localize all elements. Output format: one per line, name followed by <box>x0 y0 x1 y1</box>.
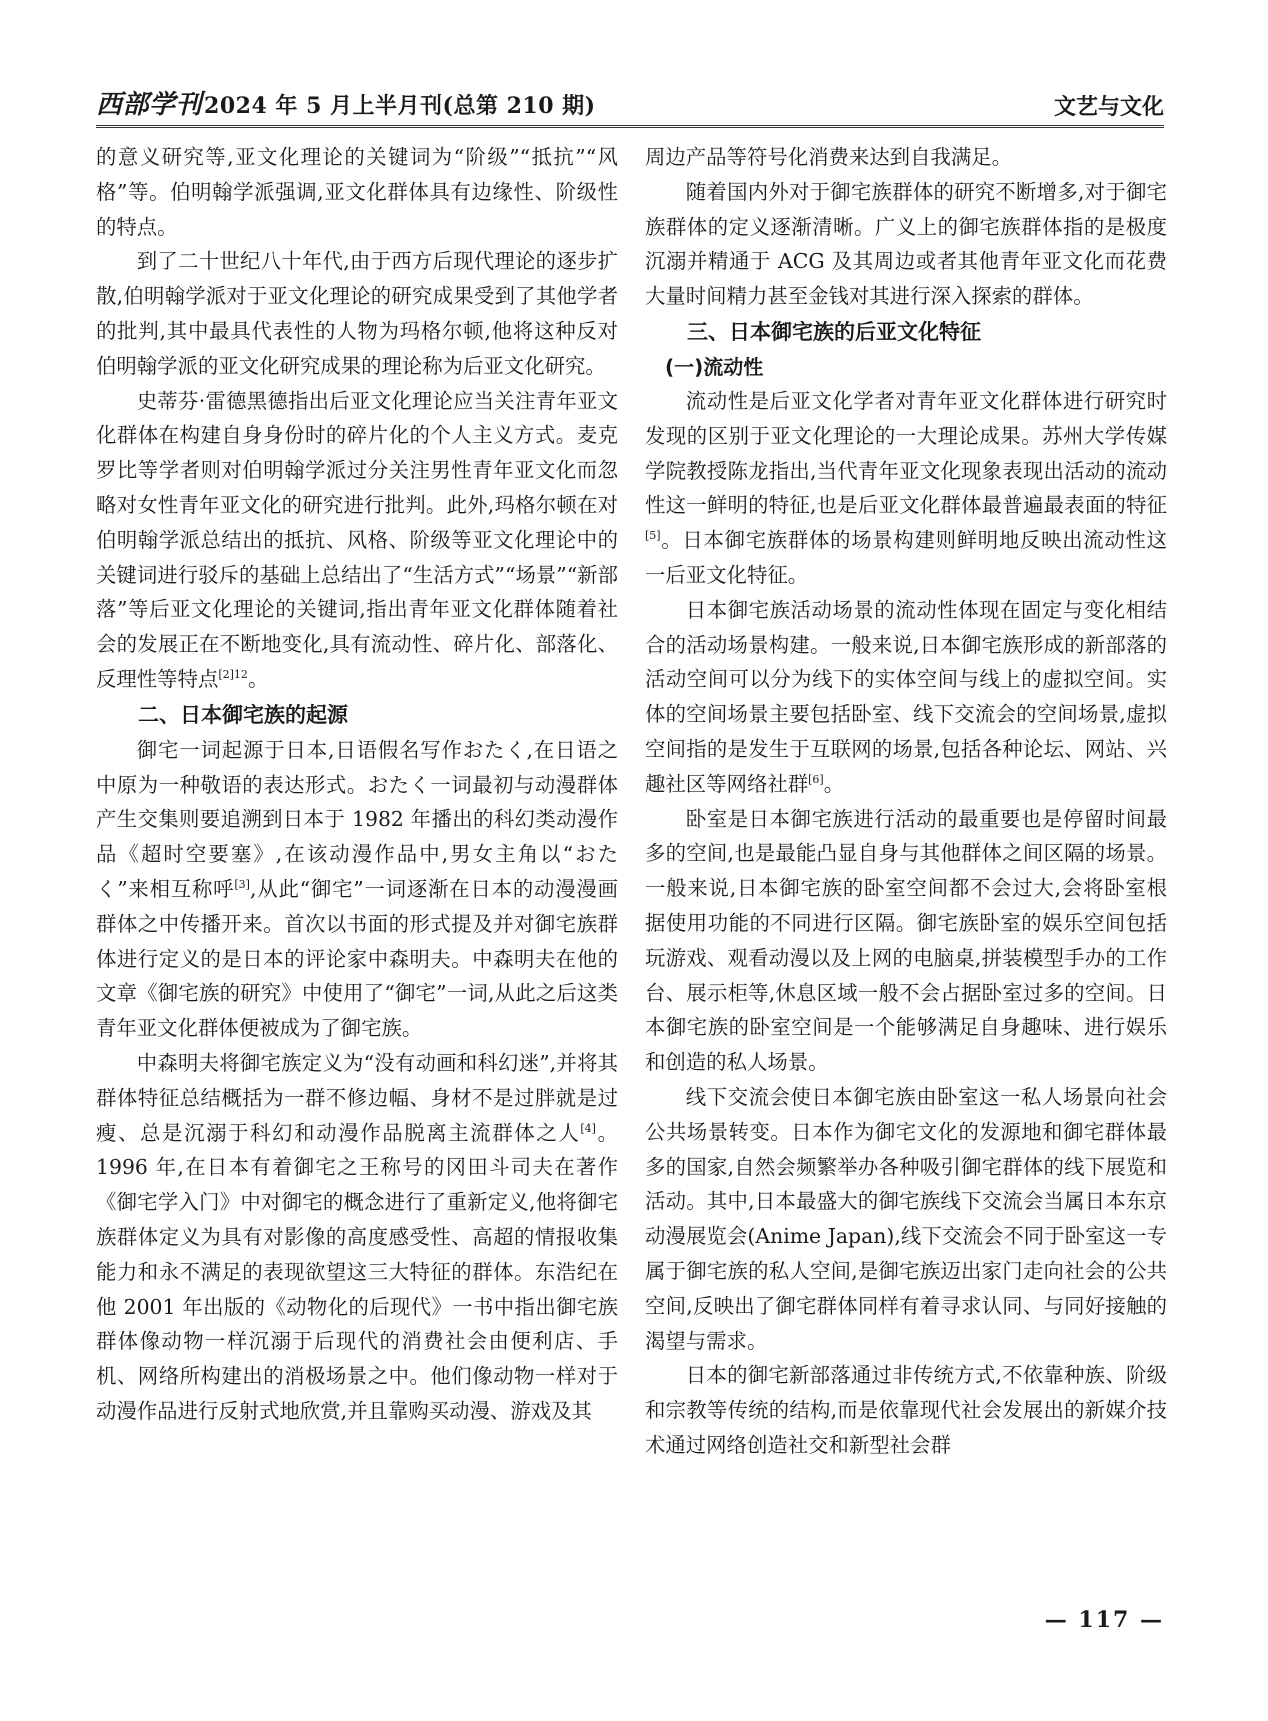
paragraph-text: 二、日本御宅族的起源 <box>138 702 348 727</box>
paragraph-text: 史蒂芬·雷德黑德指出后亚文化理论应当关注青年亚文化群体在构建自身身份时的碎片化的个人主义方式。麦克罗比等学者则对伯明翰学派过分关注男性青年亚文化而忽略对女性青年亚文化的研究进行批判。此外,玛格尔顿在对伯明翰学派总结出的抵抗、风格、阶级等亚文化理论中的关键词进行驳斥的基础上总结出了“生活方式”“场景”“新部落”等后亚文化理论的关键词,指出青年亚文化群体随着社会的发展正在不断地变化,具有流动性、碎片化、部落化、反理性等特点 <box>96 388 618 691</box>
paragraph-text-tail: 。 <box>823 771 845 796</box>
paragraph <box>645 140 1167 175</box>
paragraph-text: 随着国内外对于御宅族群体的研究不断增多,对于御宅族群体的定义逐渐清晰。广义上的御宅族群体指的是极度沉溺并精通于 ACG 及其周边或者其他青年亚文化而花费大量时间精力甚至金钱对其进行深入探索的群体。 <box>645 179 1167 309</box>
paragraph-text: 日本的御宅新部落通过非传统方式,不依靠种族、阶级和宗教等传统的结构,而是依靠现代社会发展出的新媒介技术通过网络创造社交和新型社会群 <box>645 1363 1167 1457</box>
paragraph-text: 中森明夫将御宅族定义为“没有动画和科幻迷”,并将其群体特征总结概括为一群不修边幅、身材不是过胖就是过瘦、总是沉溺于科幻和动漫作品脱离主流群体之人 <box>96 1050 618 1145</box>
citation-ref: [6] <box>808 772 824 786</box>
citation-ref: [2]12 <box>218 667 248 681</box>
paragraph-text: 流动性是后亚文化学者对青年亚文化群体进行研究时发现的区别于亚文化理论的一大理论成果。苏州大学传媒学院教授陈龙指出,当代青年亚文化现象表现出活动的流动性这一鲜明的特征,也是后亚文化群体最普遍最表面的特征 <box>645 388 1167 518</box>
paragraph <box>645 593 1167 802</box>
section-heading <box>96 697 618 733</box>
right-column <box>645 140 1167 1463</box>
paragraph-text: 卧室是日本御宅族进行活动的最重要也是停留时间最多的空间,也是最能凸显自身与其他群体之间区隔的场景。一般来说,日本御宅族的卧室空间都不会过大,会将卧室根据使用功能的不同进行区隔。御宅族卧室的娱乐空间包括玩游戏、观看动漫以及上网的电脑桌,拼装模型手办的工作台、展示柜等,休息区域一般不会占据卧室过多的空间。日本御宅族的卧室空间是一个能够满足自身趣味、进行娱乐和创造的私人场景。 <box>645 806 1167 1075</box>
issue-info: 2024 年 5 月上半月刊(总第 210 期) <box>204 93 596 119</box>
running-header <box>96 86 1164 128</box>
paragraph-text: 周边产品等符号化消费来达到自我满足。 <box>645 145 1013 169</box>
page-number: — 117 — <box>1044 1607 1164 1633</box>
paragraph <box>645 1358 1167 1462</box>
paragraph-text-tail: 。日本御宅族群体的场景构建则鲜明地反映出流动性这一后亚文化特征。 <box>645 528 1167 587</box>
paragraph-text: 线下交流会使日本御宅族由卧室这一私人场景向社会公共场景转变。日本作为御宅文化的发源地和御宅群体最多的国家,自然会频繁举办各种吸引御宅群体的线下展览和活动。其中,日本最盛大的御宅族线下交流会当属日本东京动漫展览会(Anime Japan),线下交流会不同于卧室这一专属于御宅族的私人空间,是御宅族迈出家门走向社会的公共空间,反映出了御宅群体同样有着寻求认同、与同好接触的渴望与需求。 <box>645 1084 1167 1353</box>
paragraph <box>96 733 618 1046</box>
citation-ref: [4] <box>580 1121 596 1135</box>
citation-ref: [3] <box>234 877 250 891</box>
section-name: 文艺与文化 <box>1053 95 1164 120</box>
subsection-heading <box>645 350 1167 384</box>
paragraph-text: 御宅一词起源于日本,日语假名写作おたく,在日语之中原为一种敬语的表达形式。おたく一词最初与动漫群体产生交集则要追溯到日本于 1982 年播出的科幻类动漫作品《超时空要塞》,在该动漫作品中,男女主角以“おたく”来相互称呼 <box>96 737 618 901</box>
paragraph-text-tail: ,从此“御宅”一词逐渐在日本的动漫漫画群体之中传播开来。首次以书面的形式提及并对御宅族群体进行定义的是日本的评论家中森明夫。中森明夫在他的文章《御宅族的研究》中使用了“御宅”一词,从此之后这类青年亚文化群体便被成为了御宅族。 <box>96 876 618 1041</box>
paragraph-text: 日本御宅族活动场景的流动性体现在固定与变化相结合的活动场景构建。一般来说,日本御宅族形成的新部落的活动空间可以分为线下的实体空间与线上的虚拟空间。实体的空间场景主要包括卧室、线下交流会的空间场景,虚拟空间指的是发生于互联网的场景,包括各种论坛、网站、兴趣社区等网络社群 <box>645 597 1167 796</box>
citation-ref: [5] <box>645 529 661 543</box>
paragraph-text-tail: 。1996 年,在日本有着御宅之王称号的冈田斗司夫在著作《御宅学入门》中对御宅的概念进行了重新定义,他将御宅族群体定义为具有对影像的高度感受性、高超的情报收集能力和永不满足的表现欲望这三大特征的群体。东浩纪在他 2001 年出版的《动物化的后现代》一书中指出御宅族群体像动物一样沉溺于后现代的消费社会由便利店、手机、网络所构建出的消极场景之中。他们像动物一样对于动漫作品进行反射式地欣赏,并且靠购买动漫、游戏及其 <box>96 1120 619 1423</box>
paragraph <box>96 1046 618 1429</box>
paragraph-text-tail: 。 <box>247 666 269 691</box>
paragraph <box>96 140 618 244</box>
paragraph-text: 到了二十世纪八十年代,由于西方后现代理论的逐步扩散,伯明翰学派对于亚文化理论的研究成果受到了其他学者的批判,其中最具代表性的人物为玛格尔顿,他将这种反对伯明翰学派的亚文化研究成果的理论称为后亚文化研究。 <box>96 249 618 378</box>
paragraph <box>645 175 1167 314</box>
paragraph <box>96 244 618 383</box>
paragraph-text: 三、日本御宅族的后亚文化特征 <box>687 319 981 344</box>
paragraph-text: (一)流动性 <box>665 354 764 379</box>
paragraph <box>645 384 1167 593</box>
journal-title <box>96 84 596 121</box>
left-column <box>96 140 618 1429</box>
paragraph <box>645 1080 1167 1358</box>
section-heading <box>645 314 1167 350</box>
paragraph <box>645 802 1167 1080</box>
paragraph-text: 的意义研究等,亚文化理论的关键词为“阶级”“抵抗”“风格”等。伯明翰学派强调,亚文化群体具有边缘性、阶级性的特点。 <box>96 145 618 239</box>
journal-logo: 西部学刊 <box>96 90 203 120</box>
paragraph <box>96 384 618 697</box>
